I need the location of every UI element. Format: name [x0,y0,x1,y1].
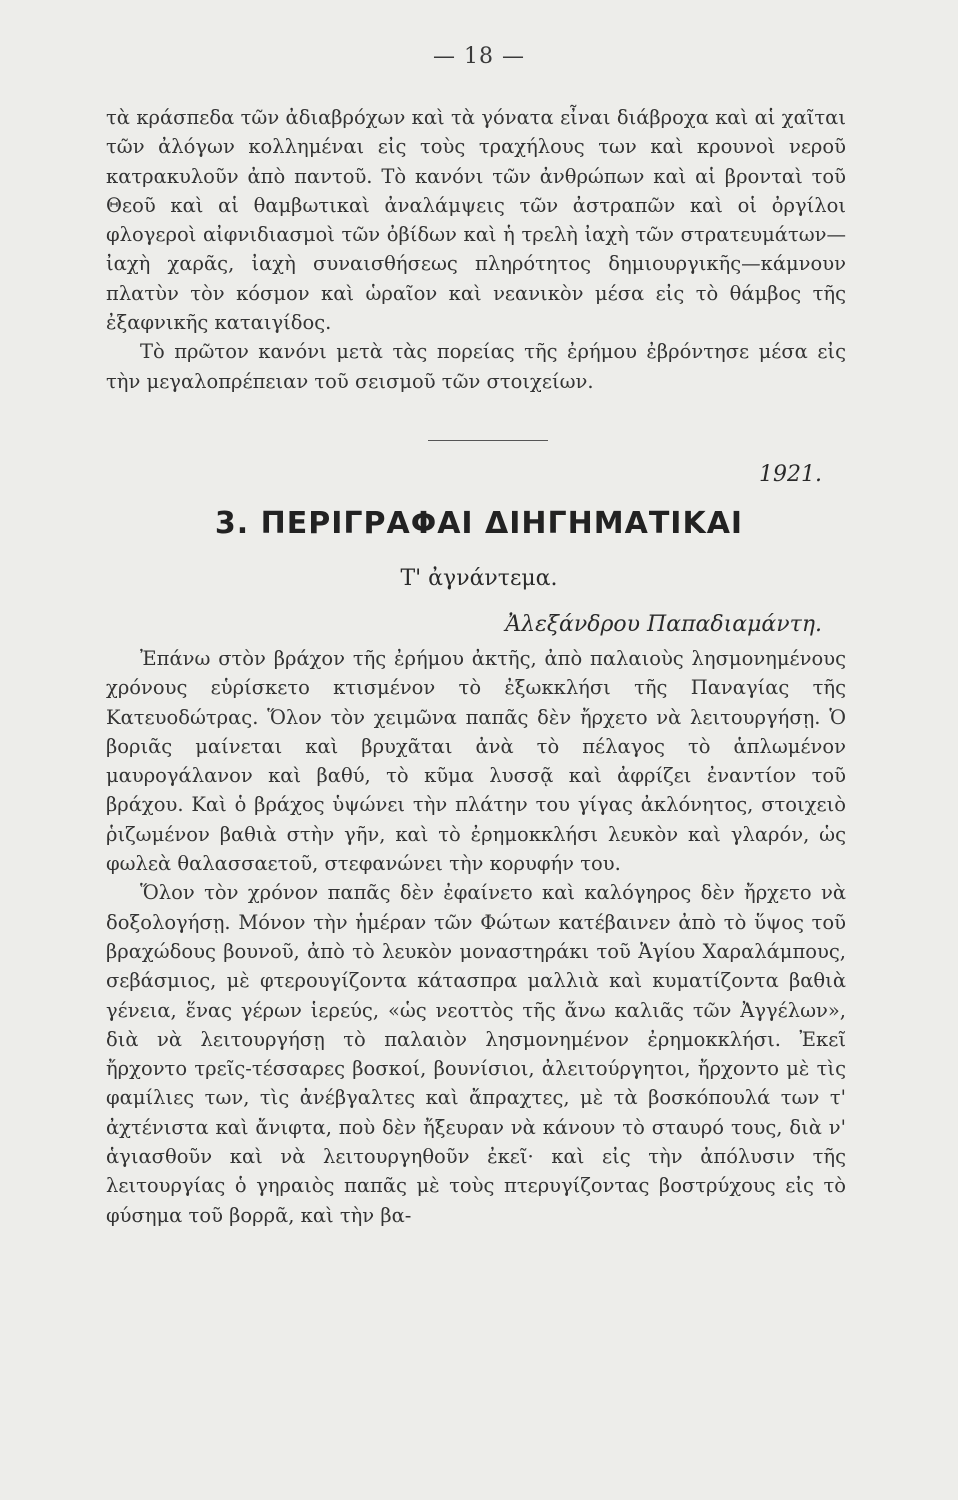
paragraph: Ἐπάνω στὸν βράχον τῆς ἐρήμου ἀκτῆς, ἀπὸ παλαιοὺς λησμονημένους χρόνους εὑρίσκετο κτισμένον τὸ ἐξωκκλήσι τῆς Παναγίας τῆς Κατευοδώτρας. Ὅλον τὸν χειμῶνα παπᾶς δὲν ἤρχετο νὰ λειτουργήσῃ. Ὁ βοριᾶς μαίνεται καὶ βρυχᾶται ἀνὰ τὸ πέλαγος τὸ ἁπλωμένον μαυρογάλανον καὶ βαθύ, τὸ κῦμα λυσσᾷ καὶ ἀφρίζει ἐναντίον τοῦ βράχου. Καὶ ὁ βράχος ὑψώνει τὴν πλάτην του γίγας ἀκλόνητος, στοιχειὸ ῥιζωμένον βαθιὰ στὴν γῆν, καὶ τὸ ἐρημοκκλήσι λευκὸν καὶ γλαρόν, ὡς φωλεὰ θαλασσαετοῦ, στεφανώνει τὴν κορυφήν του. [106,647,846,876]
date: 1921. [759,462,822,487]
section-heading: 3. ΠΕΡΙΓΡΑΦΑΙ ΔΙΗΓΗΜΑΤΙΚΑΙ [214,506,744,541]
paragraph: Τὸ πρῶτον κανόνι μετὰ τὰς πορείας τῆς ἐρήμου ἐβρόντησε μέσα εἰς τὴν μεγαλοπρέπειαν τοῦ σεισμοῦ τῶν στοιχείων. [106,340,846,393]
separator-rule [428,440,548,441]
author-name: Ἀλεξάνδρου Παπαδιαμάντη. [505,612,822,637]
paragraph: Ὅλον τὸν χρόνον παπᾶς δὲν ἐφαίνετο καὶ καλόγηρος δὲν ἤρχετο νὰ δοξολογήσῃ. Μόνον τὴν ἡμέραν τῶν Φώτων κατέβαινεν ἀπὸ τὸ ὕψος τοῦ βραχώδους βουνοῦ, ἀπὸ τὸ λευκὸν μοναστηράκι τοῦ Ἁγίου Χαραλάμπους, σεβάσμιος, μὲ φτερουγίζοντα κάτασπρα μαλλιὰ καὶ κυματίζοντα βαθιὰ γένεια, ἕνας γέρων ἱερεύς, «ὡς νεοττὸς τῆς ἄνω καλιᾶς τῶν Ἀγγέλων», διὰ νὰ λειτουργήσῃ τὸ παλαιὸν λησμονημένον ἐρημοκκλήσι. Ἐκεῖ ἤρχοντο τρεῖς-τέσσαρες βοσκοί, βουνίσιοι, ἀλειτούργητοι, ἤρχοντο μὲ τὶς φαμίλιες των, τὶς ἀνέβγαλτες καὶ ἄπραχτες, μὲ τὰ βοσκόπουλά των τ' ἀχτένιστα καὶ ἄνιφτα, ποὺ δὲν ἤξευραν νὰ κάνουν τὸ σταυρό τους, διὰ ν' ἁγιασθοῦν καὶ νὰ λειτουργηθοῦν ἐκεῖ· καὶ εἰς τὴν ἀπόλυσιν τῆς λειτουργίας ὁ γηραιὸς παπᾶς μὲ τοὺς πτερυγίζοντας βοστρύχους εἰς τὸ φύσημα τοῦ βορρᾶ, καὶ τὴν βα- [106,881,846,1227]
continued-text [106,103,846,396]
story-title: Τ' ἀγνάντεμα. [400,566,558,591]
paragraph: τὰ κράσπεδα τῶν ἀδιαβρόχων καὶ τὰ γόνατα εἶναι διάβροχα καὶ αἱ χαῖται τῶν ἀλόγων κολλημέναι εἰς τοὺς τραχήλους των καὶ κρουνοὶ νεροῦ κατρακυλοῦν ἀπὸ παντοῦ. Τὸ κανόνι τῶν ἀνθρώπων καὶ αἱ βρονταὶ τοῦ Θεοῦ καὶ αἱ θαμβωτικαὶ ἀναλάμψεις τῶν ἀστραπῶν καὶ οἱ ὀργίλοι φλογεροὶ αἰφνιδιασμοὶ τῶν ὀβίδων καὶ ἡ τρελὴ ἰαχὴ τῶν στρατευμάτων—ἰαχὴ χαρᾶς, ἰαχὴ συναισθήσεως πληρότητος δημιουργικῆς—κάμνουν πλατὺν τὸν κόσμον καὶ ὡραῖον καὶ νεανικὸν μέσα εἰς τὸ θάμβος τῆς ἐξαφνικῆς καταιγίδος. [106,106,846,335]
page-number: — 18 — [433,44,525,69]
story-text [106,644,846,1230]
